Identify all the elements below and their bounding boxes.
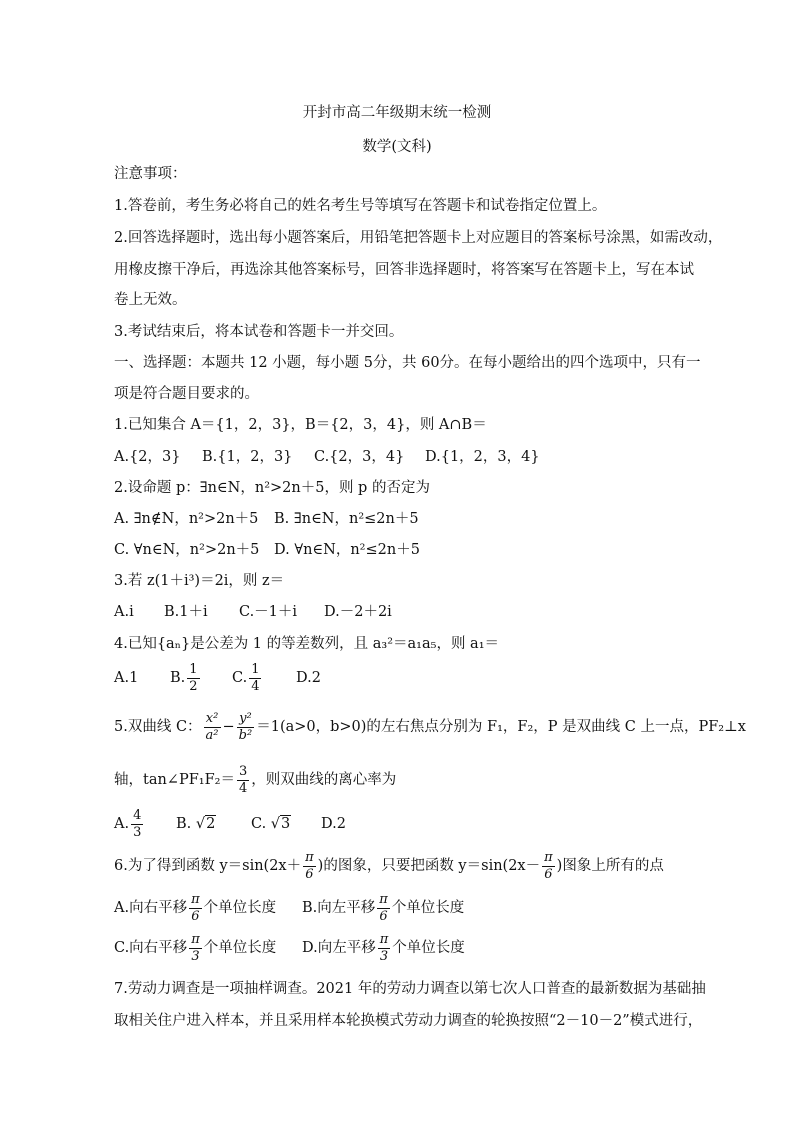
q5-option-d: D.2 <box>321 816 346 832</box>
q5-option-c-label: C. <box>251 816 271 832</box>
q6-unit: 个单位长度 <box>203 940 277 956</box>
q6-option-b-fraction <box>377 893 390 924</box>
q3-option-c: C.－1＋i <box>239 604 298 620</box>
fraction-denominator: 4 <box>238 780 248 796</box>
q5-y-fraction <box>237 712 255 743</box>
q6-option-b <box>302 888 464 928</box>
fraction-denominator: 3 <box>133 824 142 840</box>
page-title: 开封市高二年级期末统一检测 <box>302 105 492 121</box>
question-4-stem: 4.已知{aₙ}是公差为 1 的等差数列，且 a₃²＝a₁a₅，则 a₁＝ <box>114 636 500 652</box>
q1-option-a: A.{2，3} <box>114 449 181 465</box>
question-6-options-cd <box>114 928 465 968</box>
fraction-denominator: 6 <box>379 908 388 924</box>
q5-rest: ＝1(a>0，b>0)的左右焦点分别为 F₁，F₂，P 是双曲线 C 上一点，PF₂⊥x <box>256 719 746 735</box>
fraction-numerator: 1 <box>189 661 198 677</box>
sqrt-symbol: √3 <box>270 816 291 832</box>
question-1-stem: 1.已知集合 A＝{1，2，3}，B＝{2，3，4}，则 A∩B＝ <box>114 417 487 433</box>
fraction-numerator: π <box>379 931 389 947</box>
q1-option-c: C.{2，3，4} <box>314 449 405 465</box>
question-6-options-ab <box>114 888 464 928</box>
q5-prefix: 5.双曲线 C： <box>114 719 202 735</box>
q2-option-b: B. ∃n∈N，n²≤2n＋5 <box>274 511 419 527</box>
question-5-stem-cont <box>114 760 396 800</box>
q6-option-d-label: D.向左平移 <box>302 940 376 956</box>
question-7-stem: 7.劳动力调查是一项抽样调查。2021 年的劳动力调查以第七次人口普查的最新数据为基础抽 <box>114 981 706 997</box>
fraction-numerator: π <box>191 891 200 907</box>
q4-option-b <box>170 658 232 698</box>
q3-option-b: B.1＋i <box>164 604 208 620</box>
q6-unit: 个单位长度 <box>392 940 465 956</box>
q4-option-b-fraction <box>187 663 199 694</box>
q6-option-b-label: B.向左平移 <box>302 900 376 916</box>
q5-x-fraction <box>204 712 221 743</box>
question-3-stem: 3.若 z(1＋i³)＝2i，则 z＝ <box>114 573 285 589</box>
sqrt-symbol: √2 <box>195 816 216 832</box>
q4-option-d: D.2 <box>296 670 321 686</box>
notice-2: 2.回答选择题时，选出每小题答案后，用铅笔把答题卡上对应题目的答案标号涂黑，如需改动， <box>114 230 723 246</box>
q5-line2-prefix: 轴，tan∠PF₁F₂＝ <box>114 772 235 788</box>
notice-3: 3.考试结束后，将本试卷和答题卡一并交回。 <box>114 324 404 340</box>
q6-unit: 个单位长度 <box>203 900 277 916</box>
fraction-denominator: b² <box>238 727 253 743</box>
fraction-denominator: 6 <box>544 866 553 882</box>
q5-minus: − <box>222 719 235 735</box>
q1-option-b: B.{1，2，3} <box>202 449 293 465</box>
fraction-denominator: 3 <box>379 948 389 964</box>
fraction-numerator: π <box>305 849 314 865</box>
q5-option-b <box>176 804 251 844</box>
question-3-options <box>114 602 392 622</box>
question-4-options <box>114 658 321 698</box>
q6-prefix: 6.为了得到函数 y＝sin(2x＋ <box>114 858 302 874</box>
fraction-denominator: 6 <box>305 866 314 882</box>
q6-option-c-label: C.向右平移 <box>114 940 188 956</box>
fraction-numerator: 1 <box>251 661 260 677</box>
q1-option-d: D.{1，2，3，4} <box>425 449 540 465</box>
q6-option-c <box>114 928 302 968</box>
fraction-denominator: 4 <box>251 678 260 694</box>
fraction-numerator: y² <box>239 710 252 726</box>
notice-2-cont: 用橡皮擦干净后，再选涂其他答案标号，回答非选择题时，将答案写在答题卡上，写在本试 <box>114 262 694 278</box>
fraction-denominator: 2 <box>189 678 198 694</box>
q5-line2-rest: ，则双曲线的离心率为 <box>251 772 397 788</box>
radicand: 2 <box>206 816 216 832</box>
notice-2-end: 卷上无效。 <box>114 292 187 308</box>
fraction-numerator: π <box>379 891 388 907</box>
q6-suffix: )图象上所有的点 <box>556 858 664 874</box>
fraction-numerator: π <box>191 931 200 947</box>
q5-option-c <box>251 804 321 844</box>
q4-option-c <box>232 658 296 698</box>
question-2-options-ab <box>114 509 419 529</box>
question-5-stem <box>114 707 746 747</box>
fraction-numerator: x² <box>205 710 219 726</box>
q5-tan-fraction <box>237 765 249 796</box>
notice-1: 1.答卷前，考生务必将自己的姓名考生号等填写在答题卡和试卷指定位置上。 <box>114 198 607 214</box>
q3-option-d: D.－2＋2i <box>324 604 392 620</box>
question-1-options <box>114 447 540 467</box>
q5-option-a <box>114 804 176 844</box>
q6-option-a <box>114 888 302 928</box>
q6-option-a-fraction <box>189 893 202 924</box>
page-subtitle: 数学(文科) <box>362 139 432 155</box>
question-5-options <box>114 804 346 844</box>
section-heading-cont: 项是符合题目要求的。 <box>114 386 259 402</box>
q4-option-c-fraction <box>249 663 261 694</box>
q6-mid: )的图象，只要把函数 y＝sin(2x－ <box>317 858 541 874</box>
question-6-stem <box>114 846 664 886</box>
q5-option-b-label: B. <box>176 816 196 832</box>
q6-pi-over-6-fraction <box>303 851 316 882</box>
fraction-numerator: 3 <box>238 763 248 779</box>
q5-option-a-label: A. <box>114 816 130 832</box>
q3-option-a: A.i <box>114 604 134 620</box>
fraction-denominator: 3 <box>191 948 200 964</box>
q6-pi-over-6-fraction-2 <box>542 851 555 882</box>
q6-option-a-label: A.向右平移 <box>114 900 188 916</box>
q6-option-d <box>302 928 465 968</box>
question-2-options-cd <box>114 540 420 560</box>
fraction-denominator: 6 <box>191 908 200 924</box>
q2-option-c: C. ∀n∈N，n²>2n＋5 <box>114 542 260 558</box>
q4-option-c-label: C. <box>232 670 248 686</box>
section-heading: 一、选择题：本题共 12 小题，每小题 5分，共 60分。在每小题给出的四个选项中，只有一 <box>114 355 701 371</box>
q6-option-c-fraction <box>189 933 202 964</box>
q4-option-a: A.1 <box>114 670 139 686</box>
q5-option-a-fraction <box>131 809 143 840</box>
radicand: 3 <box>281 816 291 832</box>
q6-unit: 个单位长度 <box>391 900 465 916</box>
q2-option-d: D. ∀n∈N，n²≤2n＋5 <box>274 542 420 558</box>
fraction-denominator: a² <box>205 727 219 743</box>
q6-option-d-fraction <box>378 933 391 964</box>
fraction-numerator: π <box>544 849 553 865</box>
fraction-numerator: 4 <box>133 807 142 823</box>
question-7-stem-cont: 取相关住户进入样本，并且采用样本轮换模式劳动力调查的轮换按照“2－10－2”模式进行， <box>114 1013 703 1029</box>
q2-option-a: A. ∃n∉N，n²>2n＋5 <box>114 511 259 527</box>
q4-option-b-label: B. <box>170 670 186 686</box>
notice-heading: 注意事项： <box>114 166 187 182</box>
question-2-stem: 2.设命题 p：∃n∈N，n²>2n＋5，则 p 的否定为 <box>114 480 430 496</box>
